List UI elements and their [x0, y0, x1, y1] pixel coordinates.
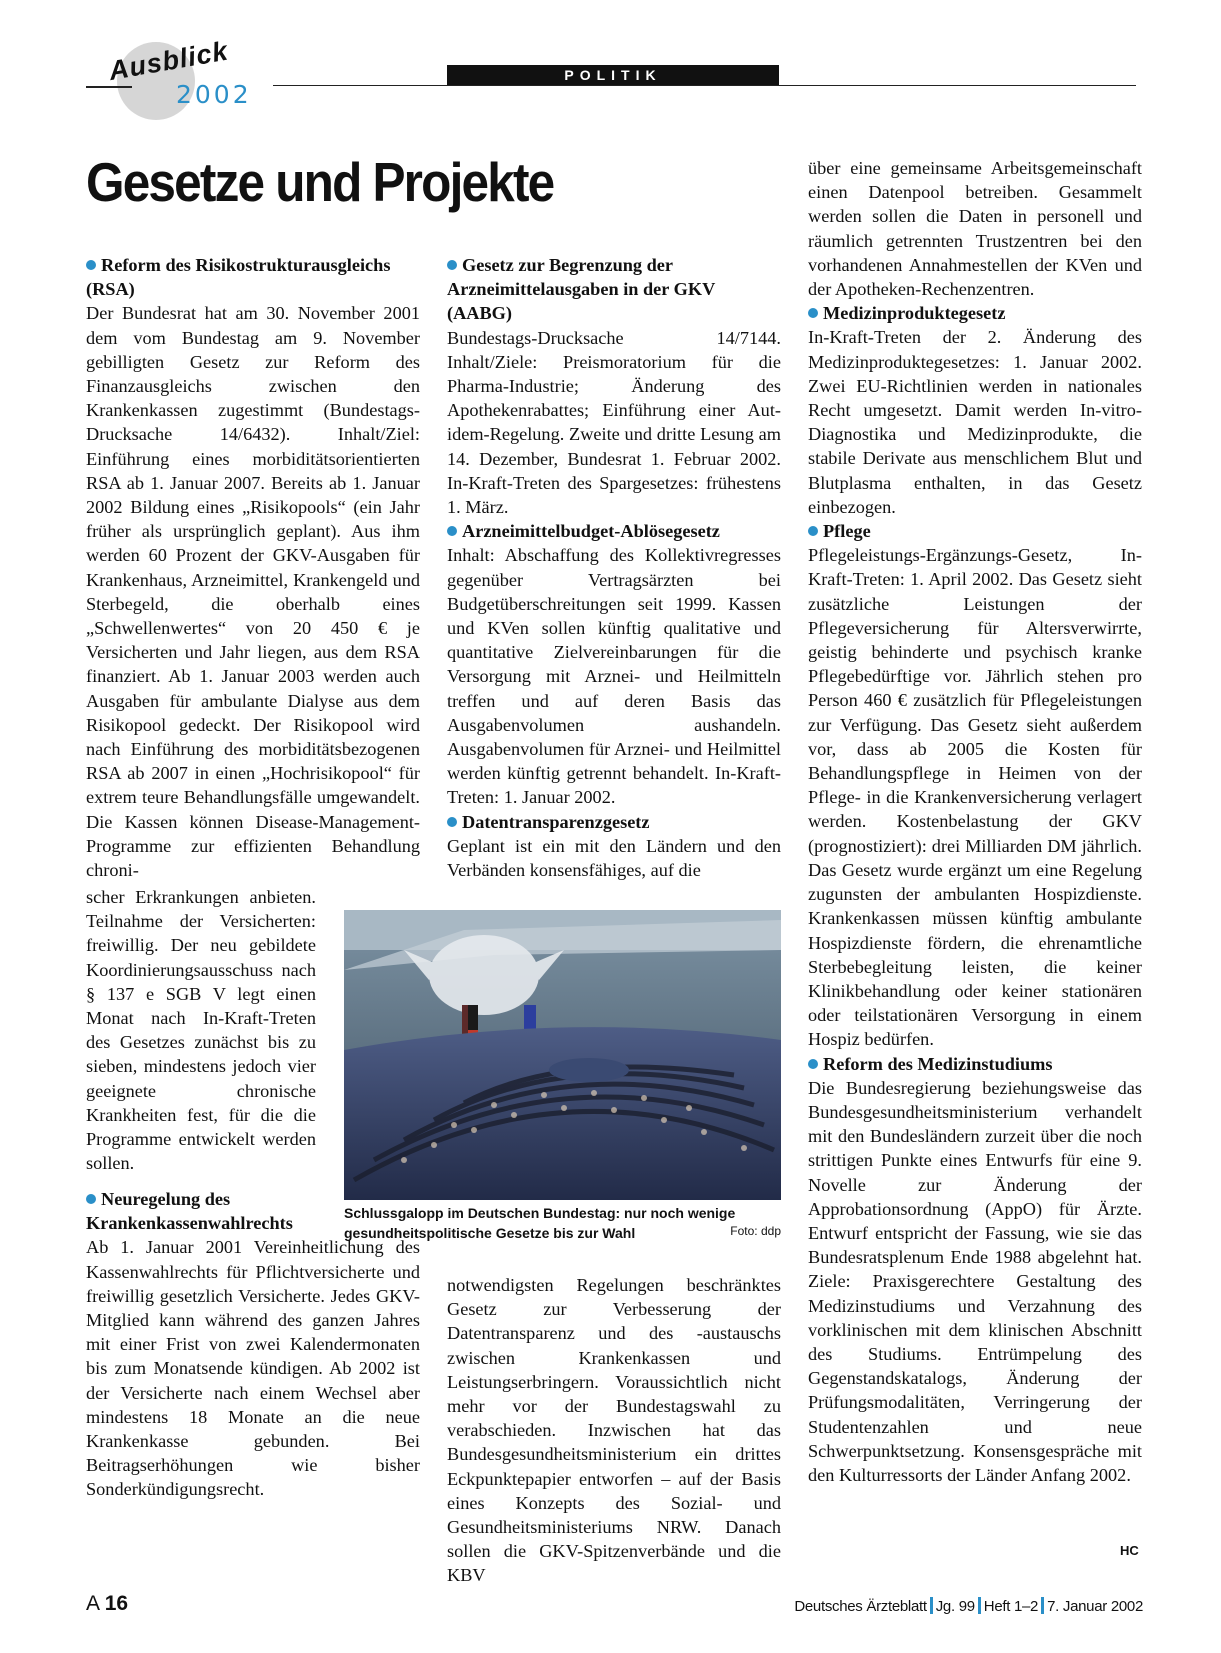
paragraph: Inhalt: Abschaffung des Kollektivregresses gegenüber Vertragsärzten bei Budgetüberschreitungen seit 1999. Kassen und KVen sollen künftig qualitative und quantitative Zielvereinbarungen für die Versorgung mit Arznei- und Heilmitteln treffen und auf deren Basis das Ausgabenvolumen aushandeln. Ausgabenvolumen für Arznei- und Heilmittel werden künftig getrennt behandelt. In-Kraft-Treten: 1. Januar 2002. — [447, 545, 781, 808]
caption-text: Schlussgalopp im Deutschen Bundestag: nur noch wenige gesundheitspolitische Gesetze bis zur Wahl — [344, 1205, 736, 1241]
issue: Heft 1–2 — [983, 1598, 1039, 1615]
bundestag-photo — [344, 910, 781, 1200]
logo-year: 2002 — [176, 80, 252, 109]
separator — [978, 1597, 981, 1614]
paragraph: In-Kraft-Treten der 2. Änderung des Medizinproduktegesetzes: 1. Januar 2002. Zwei EU-Richtlinien werden in nationales Recht umgesetzt. Damit werden In-vitro-Diagnostika und Medizinprodukte, die stabile Derivate aus menschlichem Blut und Blutplasma enthalten, in das Gesetz einbezogen. — [808, 327, 1142, 517]
journal-name: Deutsches Ärzteblatt — [794, 1598, 927, 1615]
column-1-narrow — [86, 885, 316, 1175]
page-num: 16 — [104, 1592, 129, 1615]
page-number — [86, 1592, 128, 1616]
column-2-lower — [447, 1273, 781, 1588]
volume: Jg. 99 — [935, 1598, 975, 1615]
footer-source — [794, 1597, 1143, 1615]
issue-date: 7. Januar 2002 — [1047, 1598, 1143, 1615]
paragraph: notwendigsten Regelungen beschränktes Gesetz zur Verbesserung der Datentransparenz und des -austauschs zwischen Krankenkassen und Leistungserbringern. Voraussichtlich nicht mehr vor der Bundestagswahl zu verabschieden. Inzwischen hat das Bundesgesundheitsministerium ein drittes Eckpunktepapier entworfen – auf der Basis eines Konzepts des Sozial- und Gesundheitsministeriums NRW. Danach sollen die GKV-Spitzenverbände und die KBV — [447, 1275, 781, 1586]
subheading: Neuregelung des Krankenkassenwahlrechts — [86, 1189, 293, 1234]
paragraph: Bundestags-Drucksache 14/7144. Inhalt/Ziele: Preismoratorium für die Pharma-Industrie; Änderung des Apothekenrabattes; Einführung einer Aut-idem-Regelung. Zweite und dritte Lesung am 14. Dezember, Bundesrat 1. Februar 2002. In-Kraft-Treten des Spargesetzes: frühestens 1. März. — [447, 327, 781, 518]
author-initials: HC — [1120, 1543, 1139, 1558]
paragraph: Ab 1. Januar 2001 Vereinheitlichung des Kassenwahlrechts für Pflichtversicherte und freiwillig gesetzlich Versicherte. Jedes GKV-Mitglied kann während des ganzen Jahres mit einer Frist von zwei Kalendermonaten bis zum Monatsende kündigen. Ab 2002 ist der Versicherte nach einem Wechsel aber mindestens 18 Monate an die neue Krankenkasse gebunden. Bei Beitragserhöhungen wie bisher Sonderkündigungsrecht. — [86, 1237, 420, 1500]
bullet-icon — [447, 526, 457, 536]
subheading: Pflege — [808, 519, 1142, 543]
column-2 — [447, 253, 781, 882]
photo-credit: Foto: ddp — [730, 1224, 781, 1238]
bullet-icon — [447, 817, 457, 827]
plenary-hall-image — [344, 910, 781, 1200]
bullet-icon — [447, 260, 457, 270]
paragraph: über eine gemeinsame Arbeitsgemeinschaft einen Datenpool betreiben. Gesammelt werden sollen die Daten in personell und räumlich getrennten Trustzentren bei den vorhandenen Annahmestellen der KVen und der Apotheken-Rechenzentren. — [808, 158, 1142, 300]
bullet-icon — [86, 1194, 96, 1204]
paragraph: scher Erkrankungen anbieten. Teilnahme der Versicherten: freiwillig. Der neu gebildete Koordinierungsausschuss nach § 137 e SGB V legt einen Monat nach In-Kraft-Treten des Gesetzes zunächst bis zu sieben, mindestens jedoch vier geeignete chronische Krankheiten fest, für die die Programme entwickelt werden sollen. — [86, 887, 316, 1174]
bullet-icon — [808, 526, 818, 536]
paragraph: Pflegeleistungs-Ergänzungs-Gesetz, In-Kraft-Treten: 1. April 2002. Das Gesetz sieht zusätzliche Leistungen der Pflegeversicherung für Altersverwirrte, geistig behinderte und psychisch kranke Pflegebedürftige vor. Jährlich stehen pro Person 460 € zusätzlich für Pflegeleistungen zur Verfügung. Das Gesetz sieht außerdem vor, dass ab 2005 die Kosten für Behandlungspflege in Heimen von der Pflege- in die Krankenversicherung verlagert werden. Kostenbelastung der GKV (prognostiziert): drei Milliarden DM jährlich. Das Gesetz wurde ergänzt um eine Regelung zugunsten der ambulanten Hospizdienste. Krankenkassen müssen künftig ambulante Hospizdienste fördern, die ehrenamtliche Sterbebegleitung leisten, die keiner Klinikbehandlung oder keiner stationären oder teilstationären Versorgung in einem Hospiz bedürfen. — [808, 545, 1142, 1050]
separator — [1041, 1597, 1044, 1614]
logo-line — [86, 86, 132, 88]
header-rule — [273, 85, 1136, 86]
page-prefix: A — [86, 1592, 99, 1615]
subheading: Medizinproduktegesetz — [808, 301, 1142, 325]
logo-word: Ausblick — [106, 35, 231, 87]
column-3 — [808, 156, 1142, 1487]
subheading: Reform des Medizinstudiums — [808, 1052, 1142, 1076]
separator — [930, 1597, 933, 1614]
bullet-icon — [86, 260, 96, 270]
subheading: Gesetz zur Begrenzung der Arzneimittelausgaben in der GKV (AABG) — [447, 255, 715, 324]
paragraph: Der Bundesrat hat am 30. November 2001 dem vom Bundestag am 9. November gebilligten Gesetz zur Reform des Finanzausgleichs zwischen den Krankenkassen zugestimmt (Bundestags-Drucksache 14/6432). Inhalt/Ziel: Einführung eines morbiditätsorientierten RSA ab 1. Januar 2007. Bereits ab 1. Januar 2002 Bildung eines „Risikopools“ (ein Jahr früher als ursprünglich geplant). Aus ihm werden 60 Prozent der GKV-Ausgaben für Krankenhaus, Arzneimittel, Krankengeld und Sterbegeld, die oberhalb eines „Schwellenwertes“ von 20 450 € je Versicherten und Jahr liegen, aus dem RSA finanziert. Ab 1. Januar 2003 werden auch Ausgaben für ambulante Dialyse aus dem Risikopool gedeckt. Der Risikopool wird nach Einführung des morbiditätsbezogenen RSA ab 2007 in einen „Hochrisikopool“ für extrem teure Behandlungsfälle umgewandelt. Die Kassen können Disease-Management-Programme zur effizienten Behandlung chroni- — [86, 303, 420, 881]
article-title: Gesetze und Projekte — [86, 151, 554, 213]
section-label: POLITIK — [447, 65, 779, 85]
paragraph: Die Bundesregierung beziehungsweise das Bundesgesundheitsministerium verhandelt mit den Bundesländern zurzeit über die noch strittigen Punkte eines Entwurfs für eine 9. Novelle zur Änderung der Approbationsordnung (AppO) für Ärzte. Entwurf entspricht der Fassung, wie sie das Bundesratsplenum Ende 1988 abgelehnt hat. Ziele: Praxisgerechtere Gestaltung des Medizinstudiums und Verzahnung des vorklinischen mit dem klinischen Abschnitt des Studiums. Entrümpelung des Gegenstandskatalogs, Änderung der Prüfungsmodalitäten, Verringerung der Studentenzahlen und neue Schwerpunktsetzung. Konsensgespräche mit den Kulturressorts der Länder Anfang 2002. — [808, 1077, 1142, 1485]
bullet-icon — [808, 1059, 818, 1069]
photo-caption — [344, 1203, 781, 1243]
paragraph: Geplant ist ein mit den Ländern und den Verbänden konsensfähiges, auf die — [447, 835, 781, 881]
subheading: Reform des Risikostrukturausgleichs (RSA) — [86, 255, 391, 300]
subheading: Datentransparenzgesetz — [447, 810, 781, 834]
column-1 — [86, 253, 420, 882]
subheading: Arzneimittelbudget-Ablösegesetz — [447, 519, 781, 543]
bullet-icon — [808, 308, 818, 318]
